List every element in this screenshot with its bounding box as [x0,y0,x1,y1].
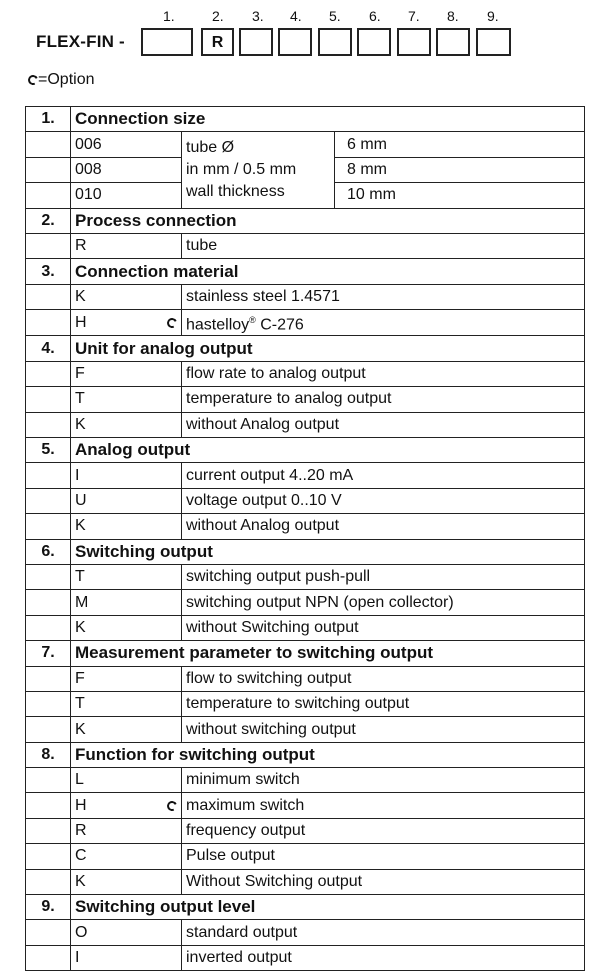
position-number: 5. [329,8,341,24]
section-number: 9. [26,895,71,920]
row-spacer [26,488,71,513]
option-description: without switching output [182,717,585,742]
section-header-row [26,895,585,920]
section-header-row [26,641,585,666]
option-description: standard output [182,920,585,945]
option-row [26,844,585,869]
section-header-row [26,539,585,564]
option-description: inverted output [182,945,585,970]
section-title: Connection size [71,107,585,132]
section-number: 3. [26,259,71,284]
size-description-line: tube Ø [186,138,235,156]
row-spacer [26,615,71,640]
option-description: voltage output 0..10 V [182,488,585,513]
option-row [26,132,585,157]
option-code: T [71,691,182,716]
size-value: 6 mm [335,132,585,157]
option-code [71,793,182,818]
option-legend [28,71,94,89]
option-description: tube [182,233,585,258]
option-code: U [71,488,182,513]
code-box-1 [141,28,193,56]
option-code: R [71,818,182,843]
section-number: 7. [26,641,71,666]
option-row [26,717,585,742]
row-spacer [26,463,71,488]
option-row [26,615,585,640]
option-code-text: H [75,313,87,331]
position-number: 9. [487,8,499,24]
position-number: 4. [290,8,302,24]
position-number: 6. [369,8,381,24]
option-description: maximum switch [182,793,585,818]
option-description [182,310,585,336]
position-number: 3. [252,8,264,24]
section-number: 2. [26,208,71,233]
option-row [26,590,585,615]
option-description: Pulse output [182,844,585,869]
option-code: T [71,564,182,589]
size-description-line: in mm / 0.5 mm [186,160,297,178]
option-description: temperature to switching output [182,691,585,716]
code-box-6 [357,28,391,56]
section-header-row [26,259,585,284]
option-code: I [71,463,182,488]
position-number: 1. [163,8,175,24]
size-description-line: wall thickness [186,182,285,200]
section-header-row [26,438,585,463]
option-code: K [71,514,182,539]
order-code-table [25,106,585,971]
option-row [26,793,585,818]
code-box-9 [476,28,511,56]
code-box-5 [318,28,352,56]
row-spacer [26,132,71,157]
option-row [26,310,585,336]
row-spacer [26,793,71,818]
row-spacer [26,920,71,945]
order-code-prefix: FLEX-FIN - [36,32,125,51]
position-numbers [0,8,600,26]
position-number: 2. [212,8,224,24]
option-code: F [71,666,182,691]
option-code: K [71,717,182,742]
code-box-4 [278,28,312,56]
option-code-text: H [75,796,87,814]
option-row [26,488,585,513]
section-number: 6. [26,539,71,564]
option-code: K [71,284,182,309]
section-header-row [26,107,585,132]
code-box-7 [397,28,431,56]
option-row [26,284,585,309]
option-description: frequency output [182,818,585,843]
option-row [26,691,585,716]
option-row [26,233,585,258]
section-number: 8. [26,742,71,767]
option-row [26,869,585,894]
option-code: 010 [71,183,182,208]
section-title: Switching output level [71,895,585,920]
section-title: Switching output [71,539,585,564]
option-legend-text: =Option [38,71,95,88]
option-code: F [71,361,182,386]
option-code: R [71,233,182,258]
code-box-3 [239,28,273,56]
row-spacer [26,157,71,182]
option-row [26,564,585,589]
option-code: T [71,387,182,412]
option-description: minimum switch [182,768,585,793]
row-spacer [26,233,71,258]
code-box-8 [436,28,470,56]
option-row [26,818,585,843]
option-description: switching output NPN (open collector) [182,590,585,615]
option-description-text: hastelloy [186,316,250,334]
option-code: O [71,920,182,945]
option-code: 006 [71,132,182,157]
position-number: 8. [447,8,459,24]
option-row [26,514,585,539]
section-header-row [26,208,585,233]
position-number: 7. [408,8,420,24]
option-code [71,310,182,336]
row-spacer [26,387,71,412]
option-description: switching output push-pull [182,564,585,589]
trademark-mark: ® [249,315,256,326]
option-description: flow rate to analog output [182,361,585,386]
row-spacer [26,691,71,716]
option-row [26,463,585,488]
size-value: 8 mm [335,157,585,182]
option-row [26,945,585,970]
section-title: Connection material [71,259,585,284]
option-description: stainless steel 1.4571 [182,284,585,309]
option-circle-icon [166,316,179,329]
row-spacer [26,717,71,742]
row-spacer [26,590,71,615]
row-spacer [26,945,71,970]
section-title: Analog output [71,438,585,463]
row-spacer [26,564,71,589]
option-row [26,361,585,386]
option-code: K [71,412,182,437]
option-description-tail: C-276 [255,316,304,334]
code-box-2: R [201,28,234,56]
size-description [182,132,335,208]
option-description: without Analog output [182,514,585,539]
row-spacer [26,818,71,843]
section-number: 5. [26,438,71,463]
row-spacer [26,869,71,894]
section-number: 1. [26,107,71,132]
option-code: K [71,615,182,640]
row-spacer [26,768,71,793]
row-spacer [26,666,71,691]
section-title: Measurement parameter to switching output [71,641,585,666]
row-spacer [26,412,71,437]
option-description: without Switching output [182,615,585,640]
option-description: flow to switching output [182,666,585,691]
section-number: 4. [26,336,71,361]
section-header-row [26,336,585,361]
option-row [26,412,585,437]
option-row [26,920,585,945]
option-code: M [71,590,182,615]
row-spacer [26,310,71,336]
option-row [26,387,585,412]
section-title: Function for switching output [71,742,585,767]
row-spacer [26,183,71,208]
option-circle-icon [166,799,179,812]
option-code: I [71,945,182,970]
option-code: 008 [71,157,182,182]
section-header-row [26,742,585,767]
option-description: temperature to analog output [182,387,585,412]
option-description: Without Switching output [182,869,585,894]
size-value: 10 mm [335,183,585,208]
row-spacer [26,284,71,309]
row-spacer [26,514,71,539]
option-description: without Analog output [182,412,585,437]
option-code: K [71,869,182,894]
option-row [26,768,585,793]
option-code: C [71,844,182,869]
row-spacer [26,844,71,869]
option-description: current output 4..20 mA [182,463,585,488]
row-spacer [26,361,71,386]
option-row [26,666,585,691]
section-title: Process connection [71,208,585,233]
option-code: L [71,768,182,793]
section-title: Unit for analog output [71,336,585,361]
